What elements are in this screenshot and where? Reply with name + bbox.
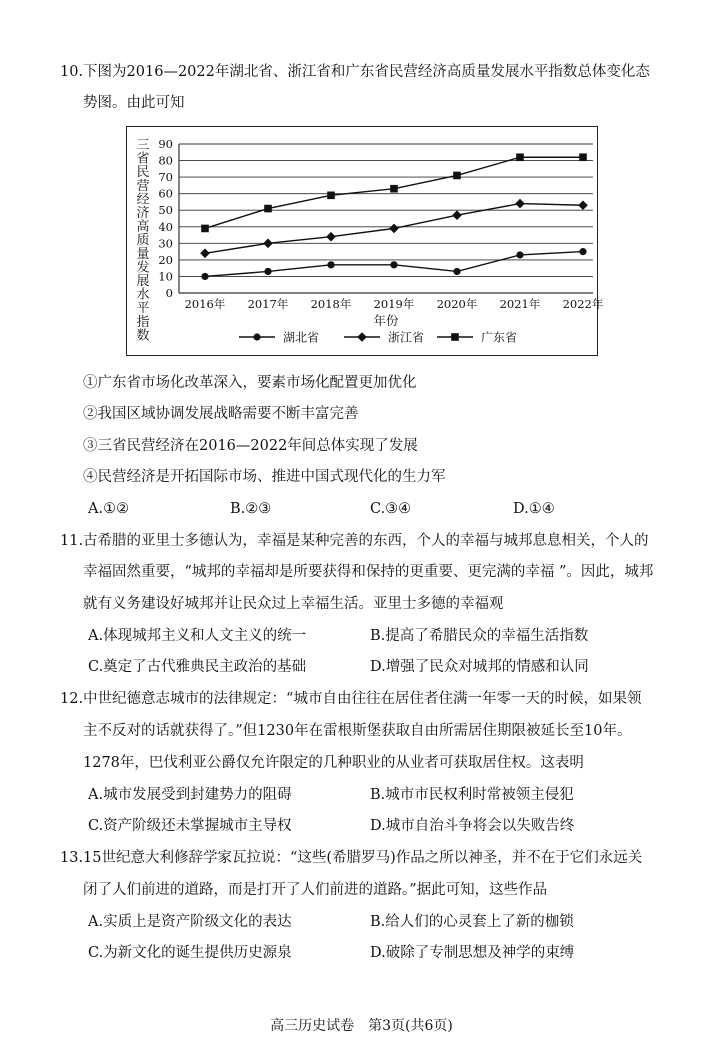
q11-option-c: C.奠定了古代雅典民主政治的基础 <box>88 659 307 675</box>
q10-option-d: D.①④ <box>513 501 555 517</box>
x-axis-label: 年份 <box>373 313 399 328</box>
q10-stem-line1: 10.下图为2016—2022年湖北省、浙江省和广东省民营经济高质量发展水平指数总体变化态 <box>60 64 650 80</box>
q11-stem-line2: 幸福固然重要，“城邦的幸福却是所要获得和保持的更重要、更完满的幸福 ”。因此，城邦 <box>83 564 654 580</box>
data-point-s1-0 <box>200 248 210 258</box>
y-axis-label-char: 经 <box>136 192 150 208</box>
x-tick-label: 2017年 <box>247 297 289 311</box>
q13-option-b: B.给人们的心灵套上了新的枷锁 <box>370 914 574 930</box>
page-footer: 高三历史试卷 第3页(共6页) <box>270 1018 453 1034</box>
y-axis-label-char: 营 <box>136 178 150 194</box>
legend-label-0: 湖北省 <box>283 330 320 345</box>
data-point-s0-2 <box>327 261 334 268</box>
data-point-s1-5 <box>515 199 525 209</box>
y-tick-label: 80 <box>158 153 173 168</box>
q13-stem-line1: 13.15世纪意大利修辞学家瓦拉说：“这些(希腊罗马)作品之所以神圣，并不在于它们永远关 <box>60 850 643 866</box>
q11-option-a: A.体现城邦主义和人文主义的统一 <box>88 628 307 644</box>
y-tick-label: 70 <box>158 170 173 185</box>
y-axis-label-char: 质 <box>136 233 150 249</box>
q11-stem-line1: 11.古希腊的亚里士多德认为，幸福是某种完善的东西，个人的幸福与城邦息息相关，个人的 <box>60 533 649 549</box>
q13-option-d: D.破除了专制思想及神学的束缚 <box>370 945 575 961</box>
data-point-s2-1 <box>264 205 272 213</box>
q10-option-a: A.①② <box>88 501 130 517</box>
q12-option-b: B.城市市民权利时常被领主侵犯 <box>370 787 574 803</box>
x-tick-label: 2021年 <box>499 297 541 311</box>
data-point-s1-6 <box>578 200 588 210</box>
y-axis-label-char: 平 <box>136 301 150 317</box>
data-point-s1-2 <box>326 232 336 242</box>
x-tick-label: 2022年 <box>562 297 604 311</box>
y-tick-label: 60 <box>158 186 173 201</box>
q12-option-d: D.城市自治斗争将会以失败告终 <box>370 818 575 834</box>
legend-marker-0 <box>253 333 260 340</box>
data-point-s2-0 <box>201 225 209 233</box>
y-axis-label-char: 指 <box>136 314 150 330</box>
data-point-s0-0 <box>201 273 208 280</box>
q12-stem-line1: 12.中世纪德意志城市的法律规定：“城市自由往往在居住者住满一年零一天的时候，如果领 <box>60 691 642 707</box>
y-tick-label: 50 <box>158 203 173 218</box>
q10-option-c: C.③④ <box>370 501 412 517</box>
data-point-s0-6 <box>579 248 586 255</box>
y-tick-label: 90 <box>158 137 173 151</box>
y-tick-label: 20 <box>158 252 173 267</box>
x-tick-label: 2018年 <box>310 297 352 311</box>
q10-item-1: ①广东省市场化改革深入，要素市场化配置更加优化 <box>83 375 417 391</box>
q12-stem-line2: 主不反对的话就获得了。”但1230年在雷根斯堡获取自由所需居住期限被延长至10年。 <box>83 723 632 739</box>
y-tick-label: 0 <box>165 286 173 300</box>
q13-stem-line2: 闭了人们前进的道路，而是打开了人们前进的道路。”据此可知，这些作品 <box>83 882 548 898</box>
q10-option-b: B.②③ <box>230 501 272 517</box>
data-point-s1-1 <box>263 239 273 249</box>
y-tick-label: 10 <box>158 269 173 284</box>
data-point-s2-3 <box>390 185 398 193</box>
data-point-s2-5 <box>516 153 524 161</box>
q10-stem-line2: 势图。由此可知 <box>83 95 185 111</box>
x-tick-label: 2020年 <box>436 297 478 311</box>
q12-option-c: C.资产阶级还未掌握城市主导权 <box>88 818 292 834</box>
data-point-s1-3 <box>389 224 399 234</box>
y-axis-label-char: 三 <box>136 138 150 153</box>
data-point-s0-3 <box>390 261 397 268</box>
data-point-s1-4 <box>452 210 462 220</box>
data-point-s2-4 <box>453 172 461 180</box>
y-axis-label-char: 省 <box>136 151 150 167</box>
data-point-s2-2 <box>327 192 335 200</box>
data-point-s0-1 <box>264 268 271 275</box>
q12-option-a: A.城市发展受到封建势力的阻碍 <box>88 787 292 803</box>
q12-stem-line3: 1278年，巴伐利亚公爵仅允许限定的几种职业的从业者可获取居住权。这表明 <box>83 755 584 771</box>
data-point-s0-5 <box>516 251 523 258</box>
line-chart <box>126 126 604 356</box>
line-chart-svg <box>127 127 604 355</box>
y-axis-label-char: 发 <box>136 260 150 276</box>
q10-item-2: ②我国区域协调发展战略需要不断丰富完善 <box>83 406 359 422</box>
y-tick-label: 40 <box>158 219 173 234</box>
y-tick-label: 30 <box>158 236 173 251</box>
q10-item-4: ④民营经济是开拓国际市场、推进中国式现代化的生力军 <box>83 469 446 485</box>
y-axis-label-char: 水 <box>136 287 150 303</box>
series-line-2 <box>205 157 583 228</box>
y-axis-label-char: 展 <box>136 274 150 289</box>
y-axis-label-char: 数 <box>136 328 150 344</box>
y-axis-label-char: 高 <box>136 219 150 235</box>
y-axis-label-char: 民 <box>136 165 150 181</box>
data-point-s0-4 <box>453 268 460 275</box>
q11-option-d: D.增强了民众对城邦的情感和认同 <box>370 659 589 675</box>
q11-option-b: B.提高了希腊民众的幸福生活指数 <box>370 628 589 644</box>
x-tick-label: 2019年 <box>373 297 415 311</box>
data-point-s2-6 <box>579 153 587 161</box>
q13-option-c: C.为新文化的诞生提供历史源泉 <box>88 945 292 961</box>
q10-item-3: ③三省民营经济在2016—2022年间总体实现了发展 <box>83 438 418 454</box>
x-tick-label: 2016年 <box>184 297 226 311</box>
q13-option-a: A.实质上是资产阶级文化的表达 <box>88 914 292 930</box>
y-axis-label-char: 济 <box>136 206 150 221</box>
legend-marker-1 <box>357 332 367 342</box>
legend-label-2: 广东省 <box>481 330 518 345</box>
legend-marker-2 <box>451 333 459 341</box>
y-axis-label-char: 量 <box>136 246 150 262</box>
legend-label-1: 浙江省 <box>388 330 425 345</box>
q11-stem-line3: 就有义务建设好城邦并让民众过上幸福生活。亚里士多德的幸福观 <box>83 596 504 612</box>
